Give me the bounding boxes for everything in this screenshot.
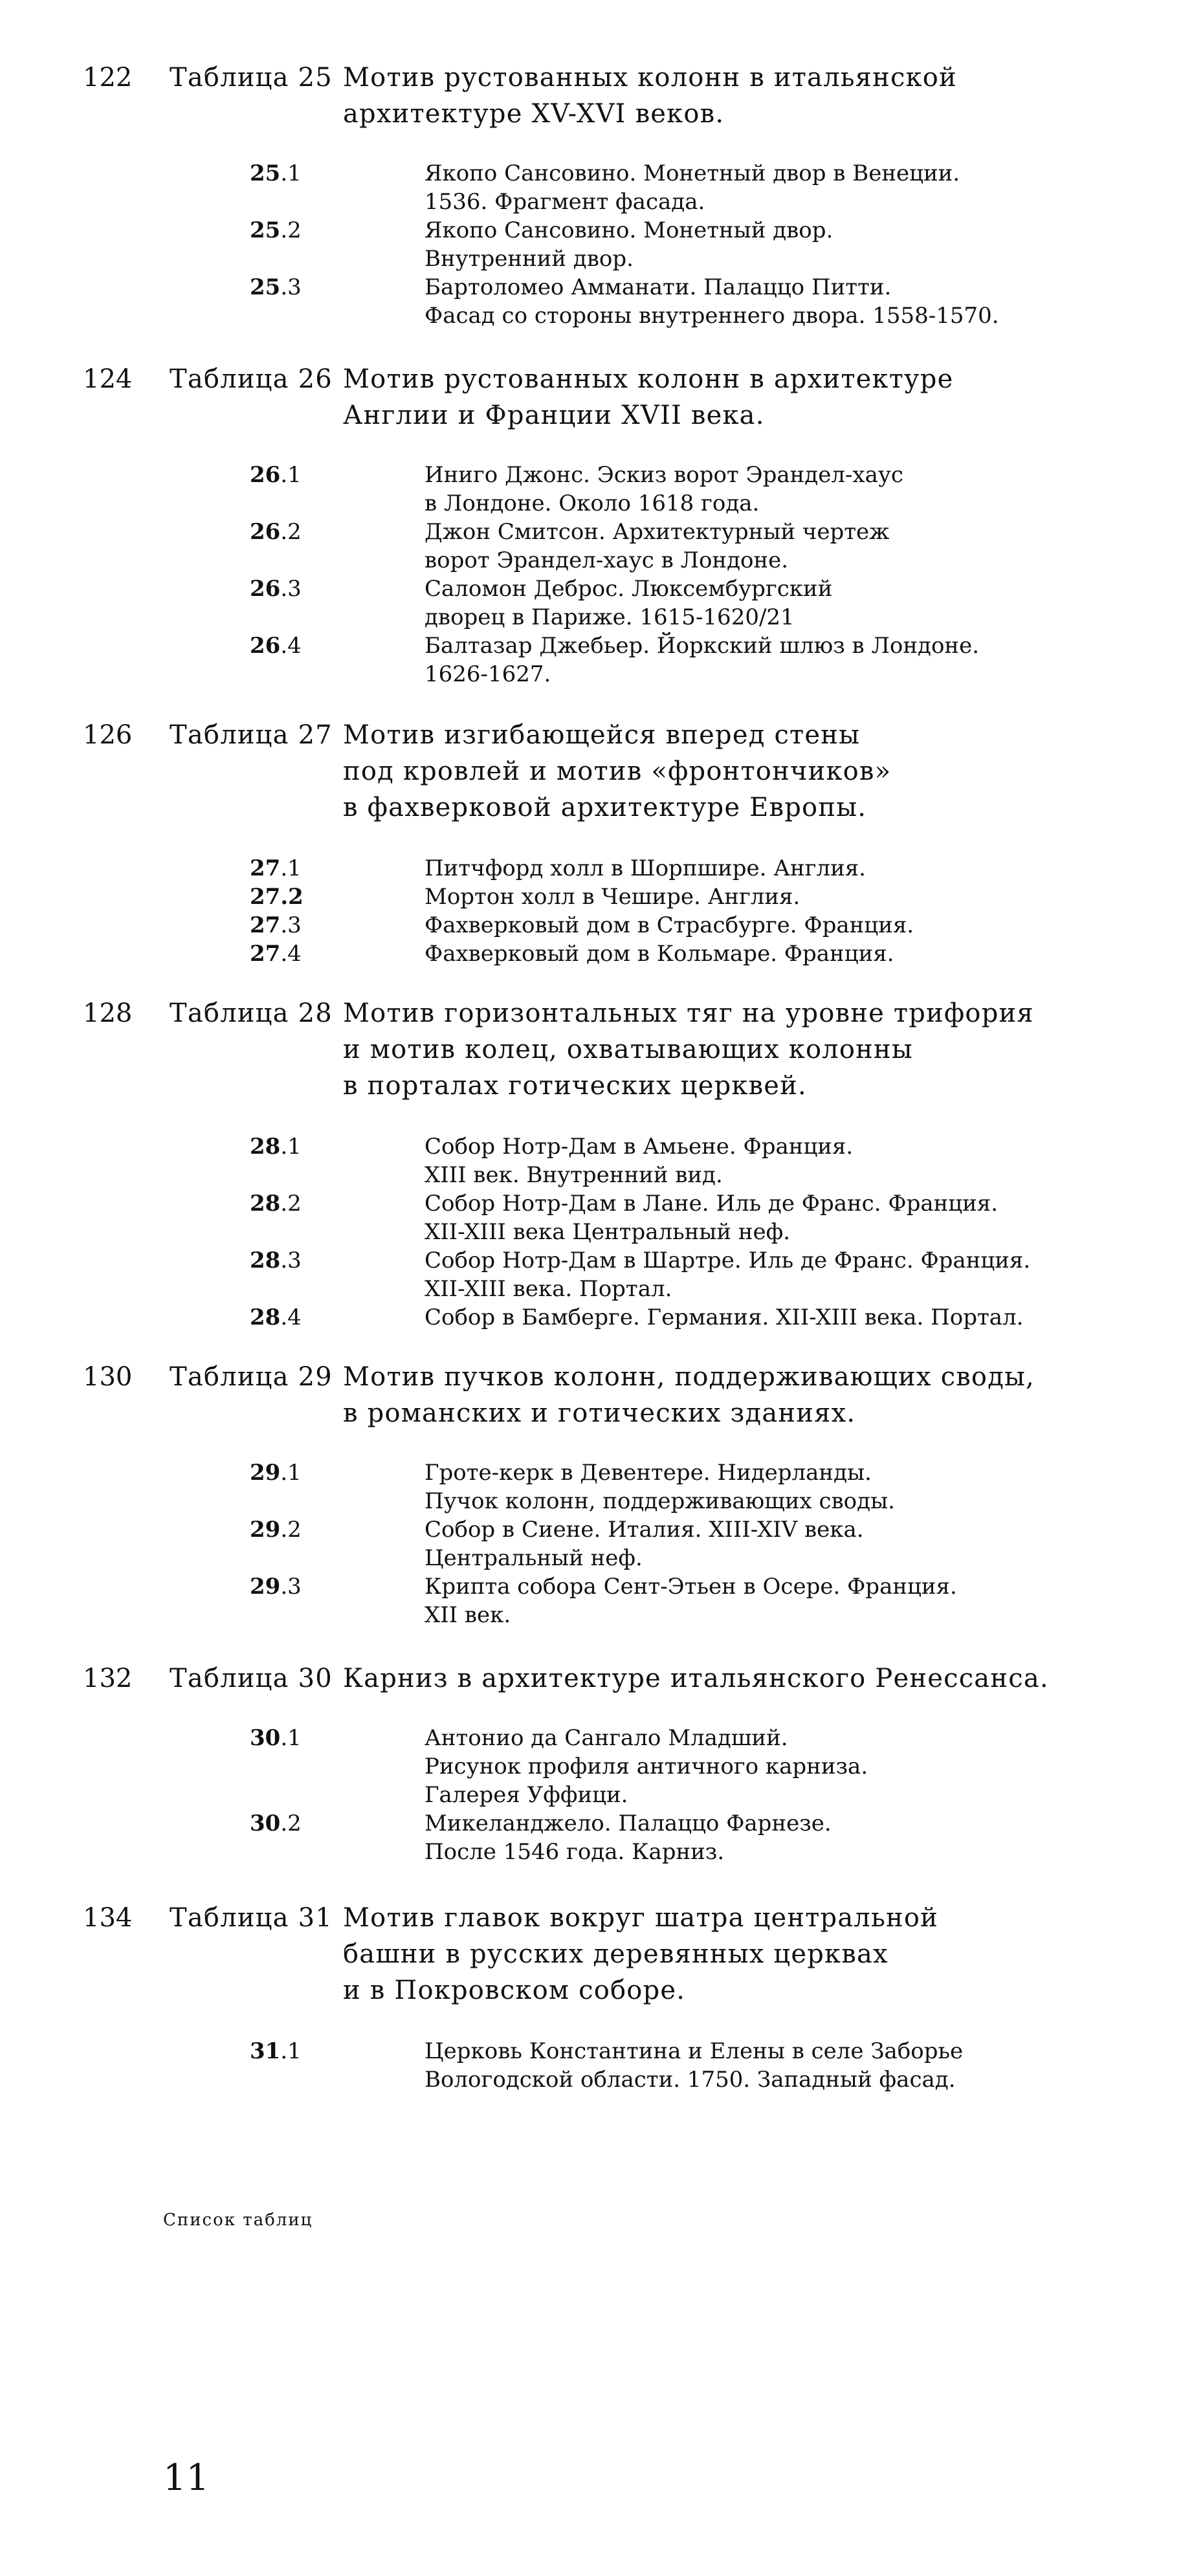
page-number: 128	[83, 998, 133, 1028]
entry-text: Собор в Бамберге. Германия. XII-XIII века. Портал.	[425, 1305, 1024, 1330]
entry-text: Якопо Сансовино. Монетный двор. Внутренний двор.	[425, 217, 833, 272]
table-title-line: Мотив рустованных колонн в итальянской	[343, 63, 957, 93]
table-title-line: Мотив изгибающейся вперед стены	[343, 720, 861, 750]
entry-text: Фахверковый дом в Кольмаре. Франция.	[425, 941, 894, 967]
table-title-line: и мотив колец, охватывающих колонны	[343, 1035, 913, 1064]
entry-number: 31.1	[250, 2038, 302, 2064]
entry-number: 28.3	[250, 1248, 302, 1273]
table-label: Таблица 26	[170, 364, 333, 394]
table-label: Таблица 27	[170, 720, 333, 750]
table-title-line: под кровлей и мотив «фронтончиков»	[343, 756, 892, 786]
table-label: Таблица 30	[170, 1664, 333, 1693]
table-label: Таблица 29	[170, 1362, 333, 1392]
entry-number: 27.2	[250, 884, 304, 910]
table-title-line: архитектуре XV-XVI веков.	[343, 99, 725, 129]
table-title-line: и в Покровском соборе.	[343, 1976, 686, 2005]
page-number: 126	[83, 720, 133, 750]
entry-number: 27.4	[250, 941, 302, 967]
table-title-line: Мотив пучков колонн, поддерживающих своды,	[343, 1362, 1035, 1392]
entry-number: 29.1	[250, 1460, 302, 1486]
entry-number: 27.3	[250, 912, 302, 938]
entry-number: 25.3	[250, 274, 302, 300]
entry-number: 26.2	[250, 519, 302, 545]
table-title-line: Карниз в архитектуре итальянского Ренессанса.	[343, 1664, 1049, 1693]
entry-text: Собор в Сиене. Италия. XIII-XIV века. Центральный неф.	[425, 1517, 864, 1571]
entry-number: 28.4	[250, 1305, 302, 1330]
table-label: Таблица 25	[170, 63, 333, 93]
page-number: 134	[83, 1903, 133, 1933]
table-heading	[170, 1660, 1049, 1697]
entry-text: Иниго Джонс. Эскиз ворот Эрандел-хаус в Лондоне. Около 1618 года.	[425, 462, 903, 516]
entry-text: Бартоломео Амманати. Палаццо Питти. Фасад со стороны внутреннего двора. 1558-1570.	[425, 274, 999, 329]
table-heading	[170, 60, 957, 132]
table-title-line: в порталах готических церквей.	[343, 1071, 807, 1101]
entry-number: 26.4	[250, 633, 302, 659]
entry-number: 25.2	[250, 217, 302, 243]
folio-number: 11	[163, 2457, 210, 2499]
table-title-line: в романских и готических зданиях.	[343, 1398, 856, 1428]
entry-number: 28.1	[250, 1134, 302, 1160]
entry-text: Балтазар Джебьер. Йоркский шлюз в Лондоне. 1626-1627.	[425, 633, 980, 687]
table-heading	[170, 717, 891, 826]
entry-text: Микеланджело. Палаццо Фарнезе. После 1546 года. Карниз.	[425, 1811, 832, 1865]
table-title-line: Мотив главок вокруг шатра центральной	[343, 1903, 938, 1933]
entry-text: Питчфорд холл в Шорпшире. Англия.	[425, 855, 866, 881]
page-number: 122	[83, 63, 133, 93]
entry-text: Собор Нотр-Дам в Амьене. Франция. XIII век. Внутренний вид.	[425, 1134, 854, 1188]
entry-number: 27.1	[250, 855, 302, 881]
entry-text: Антонио да Сангало Младший. Рисунок профиля античного карниза. Галерея Уффици.	[425, 1725, 868, 1808]
table-heading	[170, 1900, 938, 2009]
entry-number: 26.3	[250, 576, 302, 602]
running-footer: Список таблиц	[163, 2210, 313, 2230]
table-heading	[170, 361, 953, 434]
table-label: Таблица 31	[170, 1903, 333, 1933]
entry-number: 30.1	[250, 1725, 302, 1751]
table-title-line: башни в русских деревянных церквах	[343, 1939, 888, 1969]
table-title-line: Мотив рустованных колонн в архитектуре	[343, 364, 954, 394]
entry-text: Саломон Деброс. Люксембургский дворец в Париже. 1615-1620/21	[425, 576, 833, 630]
table-heading	[170, 995, 1034, 1104]
entry-text: Гроте-керк в Девентере. Нидерланды. Пучок колонн, поддерживающих своды.	[425, 1460, 895, 1514]
entry-number: 30.2	[250, 1811, 302, 1836]
table-title-line: в фахверковой архитектуре Европы.	[343, 793, 867, 822]
entry-text: Собор Нотр-Дам в Лане. Иль де Франс. Франция. XII-XIII века Центральный неф.	[425, 1191, 999, 1245]
table-title-line: Англии и Франции XVII века.	[343, 401, 765, 430]
table-heading	[170, 1359, 1035, 1431]
entry-text: Мортон холл в Чешире. Англия.	[425, 884, 800, 910]
table-label: Таблица 28	[170, 998, 333, 1028]
page-number: 124	[83, 364, 133, 394]
entry-number: 29.2	[250, 1517, 302, 1543]
entry-number: 28.2	[250, 1191, 302, 1216]
entry-number: 29.3	[250, 1574, 302, 1600]
entry-number: 26.1	[250, 462, 302, 488]
table-title-line: Мотив горизонтальных тяг на уровне трифория	[343, 998, 1034, 1028]
entry-text: Фахверковый дом в Страсбурге. Франция.	[425, 912, 914, 938]
page-number: 130	[83, 1362, 133, 1392]
entry-text: Джон Смитсон. Архитектурный чертеж ворот Эрандел-хаус в Лондоне.	[425, 519, 890, 573]
entry-text: Церковь Константина и Елены в селе Заборье Вологодской области. 1750. Западный фасад.	[425, 2038, 964, 2093]
entry-text: Крипта собора Сент-Этьен в Осере. Франция. XII век.	[425, 1574, 957, 1628]
page-number: 132	[83, 1664, 133, 1693]
entry-text: Якопо Сансовино. Монетный двор в Венеции. 1536. Фрагмент фасада.	[425, 160, 960, 215]
entry-text: Собор Нотр-Дам в Шартре. Иль де Франс. Франция. XII-XIII века. Портал.	[425, 1248, 1031, 1302]
entry-number: 25.1	[250, 160, 302, 186]
